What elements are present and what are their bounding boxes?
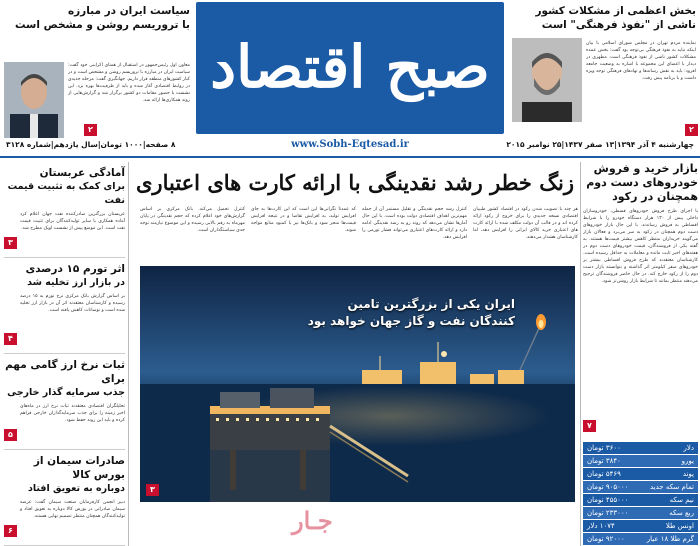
rate-name: پوند [682,470,694,478]
right-col-title-3: همچنان در رکود [612,190,698,203]
side-story[interactable] [4,450,125,546]
side-story[interactable] [4,162,125,258]
side-story-body: تحلیلگران اقتصادی معتقدند ثبات نرخ ارز در ماه‌های اخیر زمینه را برای جذب سرمایه‌گذاران خارجی فراهم کرده و باید این روند حفظ شود. [20,404,125,423]
side-story-title: آمادگی عربستان [39,167,125,179]
right-story-badge[interactable]: ۲ [685,124,698,136]
left-story-photo [4,62,64,138]
rate-row [583,481,698,494]
photo-caption-line-2: کنندگان نفت و گاز جهان خواهد بود [307,314,515,328]
right-story-photo [512,38,582,122]
side-story-body: عربستان بزرگترین صادرکننده نفت جهان اعلام کرد آماده همکاری با سایر تولیدکنندگان برای تثبیت قیمت نفت است. این موضع پیش از نشست اوپک مطرح شد. [20,212,125,231]
side-story-badge[interactable]: ۳ [4,237,17,249]
side-story-body: دبیر انجمن کارفرمایان صنعت سیمان گفت: عرضه سیمان صادراتی در بورس کالا دوباره به تعویق افتاد و تولیدکنندگان همچنان منتظر تصمیم نهایی هستند. [20,500,125,519]
left-story-title: سیاست ایران در مبارزه [67,5,190,17]
rate-value: ۴۵۵۰۰۰ تومان [587,496,629,504]
rates-table [583,442,698,546]
issue-line: ۸ صفحه|۱۰۰۰ تومان|سال یازدهم|شماره ۳۱۲۸ [6,140,176,149]
rate-row [583,494,698,507]
side-story-title: اثر تورم ۱۵ درصدی [25,263,125,275]
rate-name: ربع سکه [669,509,694,517]
left-story-body: معاون اول رئیس‌جمهور در استقبال از همتای اکراینی خود گفت: سیاست ایران در مبارزه با تروریسم روشن و مشخص است و در کنار کشورهای منطقه قرار داریم. جهانگیری گفت: مرحله جدیدی در روابط اقتصادی آغاز شده و باید از ظرفیت‌ها بهره برد. این نشست با حضور مقامات دو کشور برگزار شد و گزارش‌هایی از روند همکاری‌ها ارائه شد. [68,63,190,103]
rate-name: اونس طلا [665,522,694,530]
website-url[interactable]: www.Sobh-Eqtesad.ir [291,139,409,150]
side-story-title-2: در بازار ارز تخلیه شد [27,277,125,288]
photo-caption-line-1: ایران یکی از بزرگترین تامین [347,297,515,311]
rate-row [583,507,698,520]
right-story [510,4,696,142]
rate-name: تمام سکه جدید [649,483,694,491]
date-line: چهارشنبه ۴ آذر ۱۳۹۴|۱۳ صفر ۱۴۳۷|۲۵ نوامبر ۲۰۱۵ [506,140,694,149]
photo-caption [308,296,515,330]
rate-value: ۳۸۴۰ تومان [587,457,621,465]
oil-rig-photo[interactable] [140,266,575,502]
left-story [4,4,190,142]
side-story-title-2: جذب سرمایه گذار خارجی [7,387,125,398]
rate-row [583,520,698,533]
side-story-badge[interactable]: ۶ [4,525,17,537]
side-story-badge[interactable]: ۴ [4,333,17,345]
rate-row [583,442,698,455]
side-story-badge[interactable]: ۵ [4,429,17,441]
rate-name: نیم سکه [669,496,694,504]
right-col-badge[interactable]: ۷ [583,420,596,432]
rate-row [583,468,698,481]
lead-col: کنترل رشد حجم نقدینگی و تقلیل مستمر آن از جمله مهم‌ترین اهداف اقتصادی دولت بوده است. با این حال آمارها نشان می‌دهد که روند رو به رشد نقدینگی ادامه دارد و ارائه کارت‌های اعتباری می‌تواند فشار تورمی را افزایش دهد. [362,207,467,240]
right-col-body: با اجرای طرح فروش خودروهای قسطی، خودروسازان داخلی پیش از ۱۳۰ هزار دستگاه خودرو را با شرایط اقساطی به فروش رساندند. با این حال بازار خودروهای دست دوم همچنان در رکود به سر می‌برد و فعالان بازار می‌گویند خریداران منتظر کاهش بیشتر قیمت‌ها هستند. به گفته یکی از فروشندگان، قیمت خودروهای دست دوم در هفته‌های اخیر ثابت مانده و معاملات به حداقل رسیده است. کارشناسان معتقدند که طرح فروش اقساطی بیشتر بر خودروهای صفر کیلومتر اثر گذاشته و نتوانسته بازار دست دوم را از رکود خارج کند. در حال حاضر فروشندگان ترجیح می‌دهند منتظر بمانند تا شرایط بازار روشن‌تر شود. [583,209,698,284]
column-divider [128,162,129,546]
rate-value: ۳۶۰۰ تومان [587,444,621,452]
masthead [0,0,700,160]
rate-name: یورو [681,457,694,465]
rate-value: ۲۳۳۰۰۰ تومان [587,509,629,517]
portrait-icon [512,38,582,122]
rate-row [583,455,698,468]
lead-col: که عمدتاً نگرانی‌ها این است که این کارت‌ها به جای افزایش تولید، به افزایش تقاضا و در نتیجه افزایش قیمت‌ها منجر شود و بانک‌ها نیز با کمبود منابع مواجه شوند. [251,207,356,233]
right-story-body: نماینده مردم تهران در مجلس شورای اسلامی با بیان اینکه نباید به نفوذ فرهنگی بی‌توجه بود گفت: بخش عمده مشکلات کشور ناشی از نفوذ فرهنگی است. مطهری در دیدار با اعضای این مجموعه با اشاره به وضعیت جامعه افزود: باید به نقش رسانه‌ها و نهادهای فرهنگی توجه ویژه داشت و با برنامه پیش رفت. [586,41,696,81]
rate-name: گرم طلا ۱۸ عیار [646,535,694,543]
rate-value: ۵۴۶۹ تومان [587,470,621,478]
left-story-title-2: با تروریسم روشن و مشخص است [14,19,190,31]
masthead-logo [196,2,504,134]
lead-col: هر چند با تصویب شدن رکود در اقتصاد کشور طیبیان اقتصادی نسخه جدیدی را برای خروج از رکود ارائه کرده اند و در قالب آن دولت مکلف شده با ارائه کارت های اعتباری خرید کالای ایرانی را افزایش دهد، اما کارشناسان هشدار می‌دهند. [473,207,578,240]
side-story-body: بر اساس گزارش بانک مرکزی نرخ تورم به ۱۵ درصد رسیده و کارشناسان معتقدند اثر آن در بازار ارز تخلیه شده است و نوسانات کاهش یافته است. [20,294,125,313]
side-story[interactable] [4,258,125,354]
left-column [4,162,125,546]
lead-col: کنترل تحمیل می‌کند. بانک مرکزی بر اساس گزارش‌های خود اعلام کرده که حجم نقدینگی در پایان مهرماه به رقم بالایی رسیده و این موضوع نیازمند توجه جدی سیاستگذاران است. [140,207,245,233]
rate-value: ۱۰۷۴ دلار [587,522,615,530]
photo-badge[interactable]: ۳ [146,484,159,496]
watermark-logo: جـار [292,506,333,535]
logo-text: صبح اقتصاد [210,33,490,101]
right-col-title-2: خودروهای دست دوم [586,176,698,189]
right-story-title: بخش اعظمی از مشکلات کشور [535,5,696,17]
side-story-title: ثبات نرخ ارز گامی مهم برای [5,359,125,385]
side-story-title-2: دوباره به تعویق افتاد [27,483,125,494]
right-column [583,162,698,546]
right-story-title-2: ناشی از "نفوذ فرهنگی" است [541,19,696,31]
column-divider [580,162,581,546]
side-story[interactable] [4,354,125,450]
portrait-icon [4,62,64,138]
rate-row [583,533,698,546]
masthead-divider [0,156,700,158]
main-headline[interactable]: زنگ خطر رشد نقدینگی با ارائه کارت های اعتباری [136,170,574,195]
lead-columns [134,206,578,260]
date-strip [0,140,700,154]
side-story-title-2: برای کمک به تثبیت قیمت نفت [7,181,125,206]
left-story-badge[interactable]: ۲ [84,124,97,136]
rate-value: ۹۰۵۰۰۰ تومان [587,483,629,491]
rate-name: دلار [683,444,694,452]
rate-value: ۹۲۰۰۰ تومان [587,535,625,543]
right-col-title: بازار خرید و فروش [593,162,698,175]
side-story-title: صادرات سیمان از بورس کالا [33,455,125,481]
